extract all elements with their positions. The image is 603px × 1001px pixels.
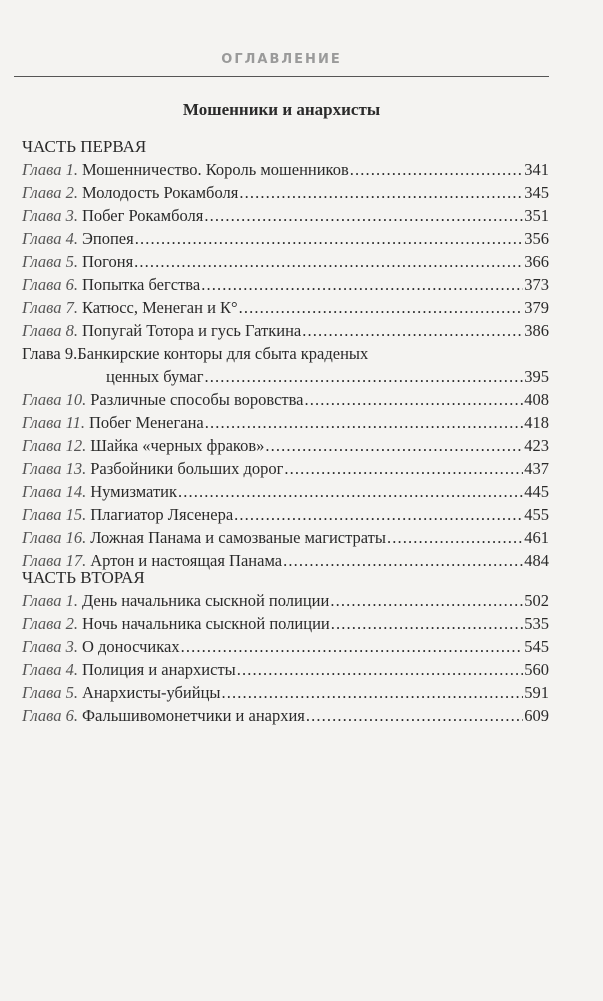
toc-entry xyxy=(22,411,549,434)
page-number: 437 xyxy=(524,459,549,478)
toc-part-2 xyxy=(22,566,549,727)
page-number: 395 xyxy=(524,367,549,386)
toc-entry xyxy=(22,480,549,503)
chapter-number: Глава 6. xyxy=(22,706,78,725)
leader-dots xyxy=(205,365,524,388)
chapter-title-continuation: ценных бумаг xyxy=(106,367,204,386)
toc-entry xyxy=(22,250,549,273)
chapter-title: Артон и настоящая Панама xyxy=(90,551,283,570)
leader-dots xyxy=(331,612,523,635)
chapter-number: Глава 14. xyxy=(22,482,87,501)
chapter-title: Плагиатор Лясенера xyxy=(90,505,234,524)
page-number: 341 xyxy=(524,160,549,179)
chapter-title: Шайка «черных фраков» xyxy=(90,436,265,455)
chapter-title: Молодость Рокамболя xyxy=(81,183,239,202)
chapter-title: Разбойники больших дорог xyxy=(90,459,284,478)
chapter-number: Глава 17. xyxy=(22,551,87,570)
chapter-number: Глава 12. xyxy=(22,436,87,455)
chapter-title: Мошенничество. Король мошенников xyxy=(81,160,349,179)
chapter-title: Побег Рокамболя xyxy=(81,206,204,225)
leader-dots xyxy=(135,227,524,250)
leader-dots xyxy=(265,434,523,457)
chapter-number: Глава 5. xyxy=(22,252,78,271)
leader-dots xyxy=(305,388,524,411)
leader-dots xyxy=(387,526,523,549)
section-title: Мошенники и анархисты xyxy=(182,100,381,119)
page-number: 591 xyxy=(524,683,549,702)
chapter-title: Фальшивомонетчики и анархия xyxy=(81,706,305,725)
page-number: 366 xyxy=(524,252,549,271)
chapter-number: Глава 9. xyxy=(22,344,78,363)
chapter-number: Глава 2. xyxy=(22,183,78,202)
chapter-title: Побег Менегана xyxy=(88,413,204,432)
chapter-number: Глава 6. xyxy=(22,275,78,294)
page-number: 386 xyxy=(524,321,549,340)
leader-dots xyxy=(234,503,523,526)
chapter-number: Глава 1. xyxy=(22,160,78,179)
page-number: 560 xyxy=(524,660,549,679)
toc-entry xyxy=(22,589,549,612)
toc-entry xyxy=(22,704,549,727)
chapter-title: О доносчиках xyxy=(81,637,180,656)
chapter-title: Ложная Панама и самозваные магистраты xyxy=(90,528,386,547)
toc-entry xyxy=(22,227,549,250)
toc-entry xyxy=(22,296,549,319)
chapter-number: Глава 5. xyxy=(22,683,78,702)
chapter-title: Банкирские конторы для сбыта краденых xyxy=(77,344,369,363)
page-number: 502 xyxy=(524,591,549,610)
leader-dots xyxy=(330,589,523,612)
chapter-title: Нумизматик xyxy=(90,482,178,501)
page-number: 351 xyxy=(524,206,549,225)
page-number: 609 xyxy=(524,706,549,725)
chapter-number: Глава 3. xyxy=(22,637,78,656)
toc-entry xyxy=(22,204,549,227)
toc-entry-line xyxy=(22,342,549,365)
leader-dots xyxy=(178,480,523,503)
chapter-title: День начальника сыскной полиции xyxy=(81,591,330,610)
page-number: 535 xyxy=(524,614,549,633)
chapter-title: Эпопея xyxy=(81,229,134,248)
toc-entry xyxy=(22,158,549,181)
toc-entry xyxy=(22,503,549,526)
page-number: 418 xyxy=(524,413,549,432)
chapter-number: Глава 7. xyxy=(22,298,78,317)
page-number: 445 xyxy=(524,482,549,501)
chapter-number: Глава 11. xyxy=(22,413,85,432)
leader-dots xyxy=(222,681,524,704)
toc-entry xyxy=(22,273,549,296)
toc-entry xyxy=(22,388,549,411)
chapter-number: Глава 4. xyxy=(22,229,78,248)
chapter-title: Попытка бегства xyxy=(81,275,201,294)
leader-dots xyxy=(302,319,523,342)
leader-dots xyxy=(350,158,523,181)
leader-dots xyxy=(134,250,523,273)
page-number: 379 xyxy=(524,298,549,317)
part-heading: ЧАСТЬ ВТОРАЯ xyxy=(22,568,145,587)
chapter-number: Глава 16. xyxy=(22,528,87,547)
chapter-title: Попугай Тотора и гусь Гаткина xyxy=(81,321,302,340)
leader-dots xyxy=(306,704,523,727)
leader-dots xyxy=(237,658,524,681)
chapter-title: Погоня xyxy=(81,252,134,271)
chapter-title: Различные способы воровства xyxy=(90,390,304,409)
page-number: 455 xyxy=(524,505,549,524)
page-number: 545 xyxy=(524,637,549,656)
running-head: ОГЛАВЛЕНИЕ xyxy=(221,52,342,67)
leader-dots xyxy=(284,457,523,480)
leader-dots xyxy=(239,181,523,204)
chapter-title: Катюсс, Менеган и К° xyxy=(81,298,238,317)
leader-dots xyxy=(181,635,524,658)
header-rule xyxy=(14,76,549,77)
toc-entry xyxy=(22,319,549,342)
page-number: 461 xyxy=(524,528,549,547)
page-number: 373 xyxy=(524,275,549,294)
toc-entry xyxy=(22,658,549,681)
part-heading: ЧАСТЬ ПЕРВАЯ xyxy=(22,137,147,156)
leader-dots xyxy=(201,273,523,296)
chapter-number: Глава 13. xyxy=(22,459,87,478)
leader-dots xyxy=(239,296,524,319)
page-number: 345 xyxy=(524,183,549,202)
leader-dots xyxy=(204,204,523,227)
page-number: 356 xyxy=(524,229,549,248)
chapter-title: Анархисты-убийцы xyxy=(81,683,221,702)
leader-dots xyxy=(205,411,524,434)
chapter-number: Глава 2. xyxy=(22,614,78,633)
chapter-number: Глава 8. xyxy=(22,321,78,340)
toc-entry xyxy=(22,434,549,457)
chapter-number: Глава 15. xyxy=(22,505,87,524)
chapter-title: Ночь начальника сыскной полиции xyxy=(81,614,330,633)
page-number: 484 xyxy=(524,551,549,570)
chapter-title: Полиция и анархисты xyxy=(81,660,236,679)
chapter-number: Глава 10. xyxy=(22,390,87,409)
toc-entry xyxy=(22,365,549,388)
toc-entry xyxy=(22,681,549,704)
toc-entry xyxy=(22,526,549,549)
toc-entry xyxy=(22,457,549,480)
chapter-number: Глава 1. xyxy=(22,591,78,610)
toc-part-1 xyxy=(22,135,549,572)
chapter-number: Глава 4. xyxy=(22,660,78,679)
toc-entry xyxy=(22,612,549,635)
toc-entry xyxy=(22,635,549,658)
toc-entry xyxy=(22,181,549,204)
page-number: 423 xyxy=(524,436,549,455)
page-number: 408 xyxy=(524,390,549,409)
chapter-number: Глава 3. xyxy=(22,206,78,225)
